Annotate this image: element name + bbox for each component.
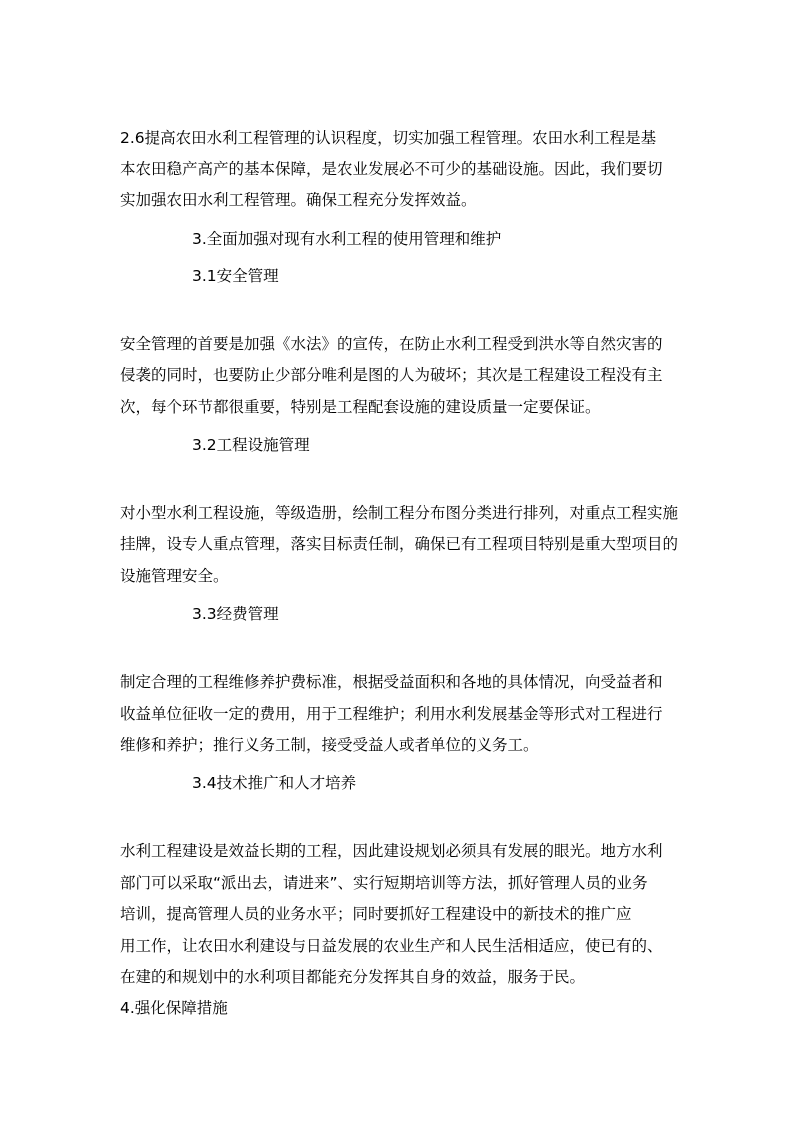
paragraph-3-4-line-2: 部门可以采取“派出去，请进来”、实行短期培训等方法，抓好管理人员的业务	[120, 874, 648, 892]
paragraph-2-6-line-1: 2.6提高农田水利工程管理的认识程度，切实加强工程管理。农田水利工程是基	[120, 129, 657, 147]
paragraph-3-1-line-1: 安全管理的首要是加强《水法》的宣传，在防止水利工程受到洪水等自然灾害的	[120, 335, 663, 353]
paragraph-3-3-line-1: 制定合理的工程维修养护费标准，根据受益面积和各地的具体情况，向受益者和	[120, 673, 663, 691]
paragraph-2-6-line-2: 本农田稳产高产的基本保障，是农业发展必不可少的基础设施。因此，我们要切	[120, 160, 663, 178]
paragraph-3-4-line-5: 在建的和规划中的水利项目都能充分发挥其自身的效益，服务于民。	[120, 968, 586, 986]
paragraph-3-2-line-3: 设施管理安全。	[120, 567, 229, 585]
paragraph-3-1-line-2: 侵袭的同时，也要防止少部分唯利是图的人为破坏；其次是工程建设工程没有主	[120, 366, 663, 384]
subheading-3-1: 3.1安全管理	[192, 267, 279, 285]
paragraph-3-4-line-1: 水利工程建设是效益长期的工程，因此建设规划必须具有发展的眼光。地方水利	[120, 842, 663, 860]
subheading-3-4: 3.4技术推广和人才培养	[192, 774, 357, 792]
paragraph-3-2-line-2: 挂牌，设专人重点管理，落实目标责任制，确保已有工程项目特别是重大型项目的	[120, 535, 679, 553]
section-heading-4: 4.强化保障措施	[120, 999, 228, 1017]
paragraph-3-3-line-3: 维修和养护；推行义务工制，接受受益人或者单位的义务工。	[120, 736, 539, 754]
section-heading-3: 3.全面加强对现有水利工程的使用管理和维护	[192, 230, 502, 248]
paragraph-3-3-line-2: 收益单位征收一定的费用，用于工程维护；利用水利发展基金等形式对工程进行	[120, 705, 663, 723]
paragraph-3-4-line-4: 用工作，让农田水利建设与日益发展的农业生产和人民生活相适应，使已有的、	[120, 937, 663, 955]
paragraph-2-6-line-3: 实加强农田水利工程管理。确保工程充分发挥效益。	[120, 191, 477, 209]
paragraph-3-1-line-3: 次，每个环节都很重要，特别是工程配套设施的建设质量一定要保证。	[120, 398, 601, 416]
paragraph-3-4-line-3: 培训，提高管理人员的业务水平；同时要抓好工程建设中的新技术的推广应	[120, 905, 632, 923]
subheading-3-3: 3.3经费管理	[192, 605, 279, 623]
subheading-3-2: 3.2工程设施管理	[192, 436, 310, 454]
paragraph-3-2-line-1: 对小型水利工程设施，等级造册，绘制工程分布图分类进行排列，对重点工程实施	[120, 504, 679, 522]
